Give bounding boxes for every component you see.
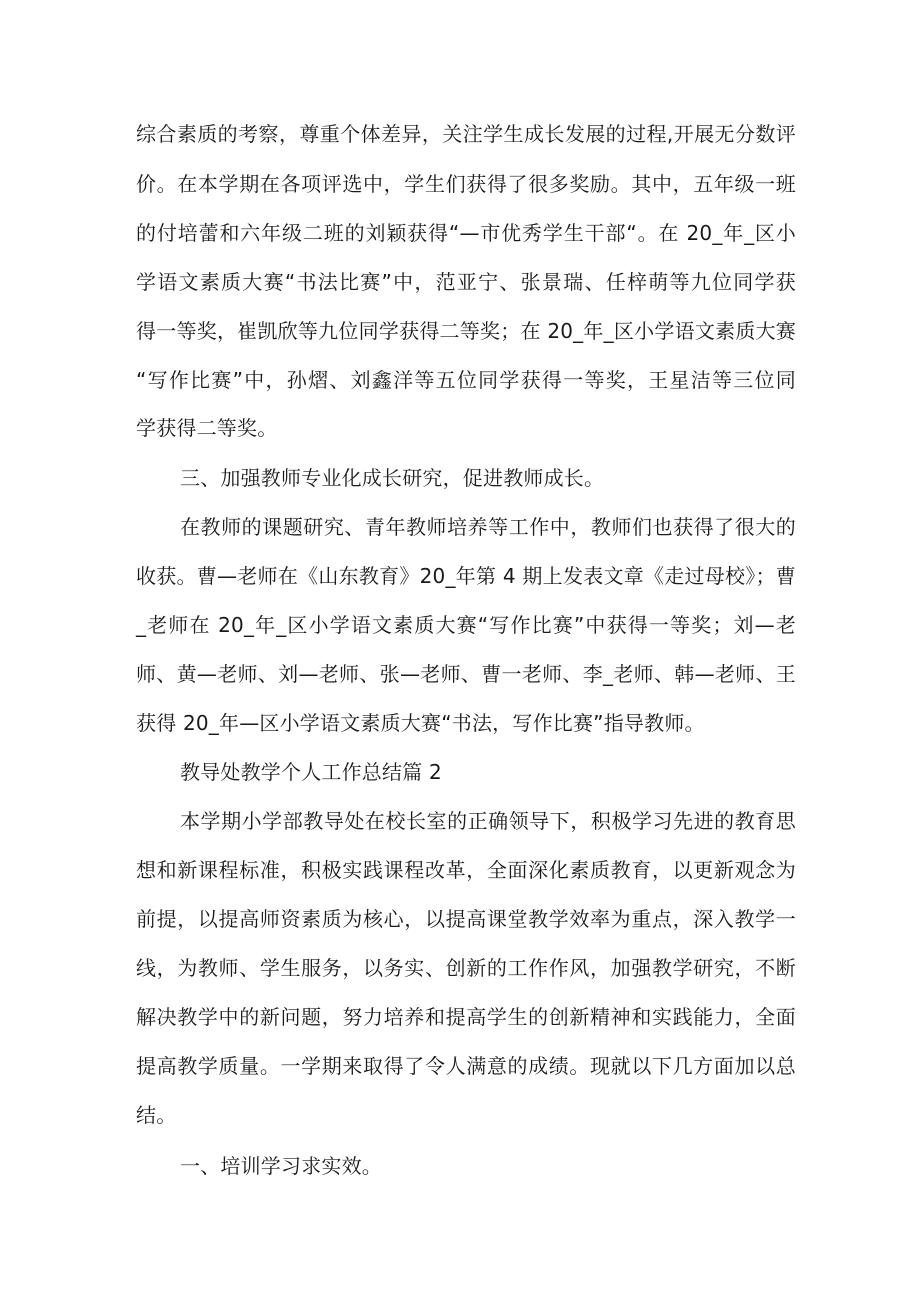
- section-heading: 三、加强教师专业化成长研究，促进教师成长。: [180, 466, 605, 490]
- paragraph-line: 师、黄—老师、刘—老师、张—老师、曹一老师、李_老师、韩—老师、王: [136, 662, 796, 686]
- paragraph-line: 线，为教师、学生服务，以务实、创新的工作作风，加强教学研究，不断: [136, 956, 796, 980]
- paragraph-line: 本学期小学部教导处在校长室的正确领导下，积极学习先进的教育思: [180, 809, 796, 833]
- paragraph-line: 学语文素质大赛“书法比赛”中，范亚宁、张景瑞、任梓萌等九位同学获: [136, 270, 796, 294]
- paragraph-line: _老师在 20_年_区小学语文素质大赛“写作比赛”中获得一等奖；刘—老: [136, 613, 796, 637]
- paragraph-line: 获得 20_年—区小学语文素质大赛“书法，写作比赛”指导教师。: [136, 711, 705, 735]
- paragraph-line: “写作比赛”中，孙熠、刘鑫洋等五位同学获得一等奖，王星洁等三位同: [136, 368, 796, 392]
- paragraph-line: 收获。曹—老师在《山东教育》20_年第 4 期上发表文章《走过母校》；曹: [136, 564, 796, 588]
- paragraph-line: 得一等奖，崔凯欣等九位同学获得二等奖；在 20_年_区小学语文素质大赛: [136, 319, 796, 343]
- paragraph-line: 结。: [136, 1103, 177, 1127]
- paragraph-line: 学获得二等奖。: [136, 416, 278, 440]
- paragraph-line: 在教师的课题研究、青年教师培养等工作中，教师们也获得了很大的: [180, 515, 796, 539]
- paragraph-line: 价。在本学期在各项评选中，学生们获得了很多奖励。其中，五年级一班: [136, 172, 796, 196]
- paragraph-line: 解决教学中的新问题，努力培养和提高学生的创新精神和实践能力，全面: [136, 1005, 796, 1029]
- paragraph-line: 综合素质的考察，尊重个体差异，关注学生成长发展的过程,开展无分数评: [136, 122, 796, 146]
- paragraph-line: 前提，以提高师资素质为核心，以提高课堂教学效率为重点，深入教学一: [136, 907, 796, 931]
- section-heading: 一、培训学习求实效。: [180, 1154, 382, 1178]
- paragraph-line: 的付培蕾和六年级二班的刘颖获得“—市优秀学生干部“。在 20_年_区小: [136, 221, 796, 245]
- section-title: 教导处教学个人工作总结篇 2: [180, 760, 442, 784]
- paragraph-line: 想和新课程标准，积极实践课程改革，全面深化素质教育，以更新观念为: [136, 858, 796, 882]
- paragraph-line: 提高教学质量。一学期来取得了令人满意的成绩。现就以下几方面加以总: [136, 1054, 796, 1078]
